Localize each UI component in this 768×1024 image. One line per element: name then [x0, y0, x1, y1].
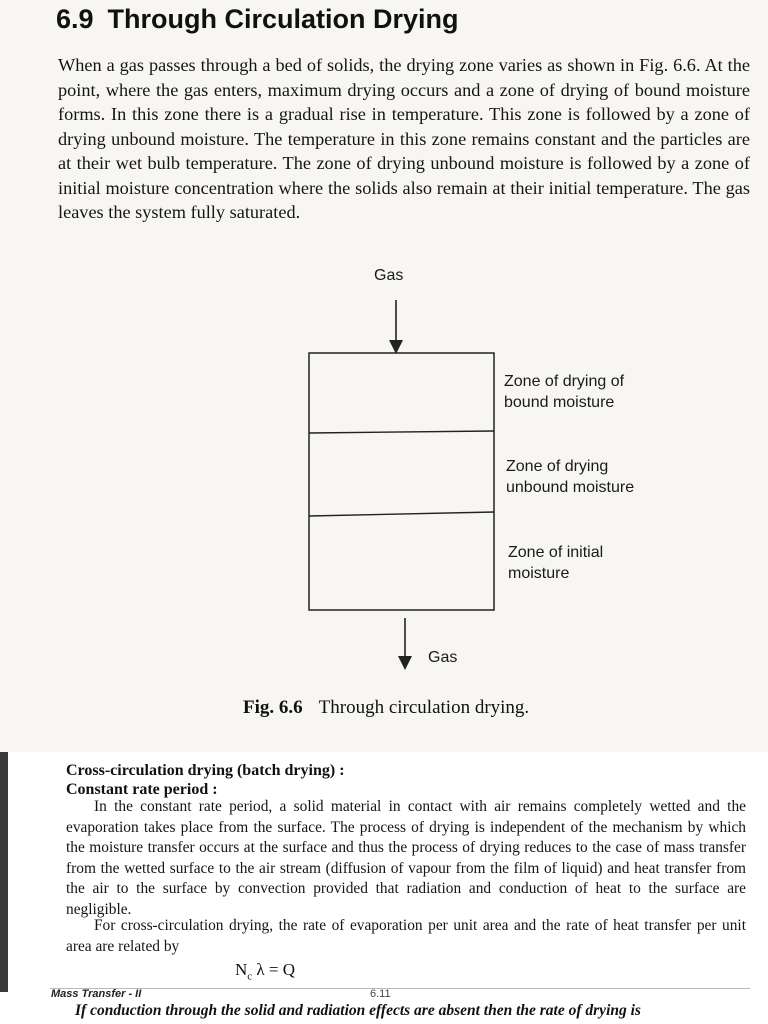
- constant-rate-heading: Constant rate period :: [66, 781, 218, 798]
- zone-divider-2: [309, 512, 494, 516]
- cross-circulation-heading: Cross-circulation drying (batch drying) :: [66, 762, 345, 779]
- page-edge-shadow: [0, 752, 8, 992]
- solids-bed: [309, 353, 494, 610]
- figure-caption-text: Through circulation drying.: [318, 697, 530, 718]
- continuation-line: If conduction through the solid and radiation effects are absent then the rate of drying is: [75, 1002, 641, 1019]
- gas-inlet-arrow-head: [389, 340, 403, 354]
- zone-divider-1: [309, 431, 494, 433]
- figure-number: Fig. 6.6: [243, 697, 303, 718]
- constant-rate-paragraph: In the constant rate period, a solid material in contact with air remains completely wetted and the evaporation takes place from the surface. The process of drying is independent of the mechanism by which the moisture transfer occurs at the surface and thus the process of drying reduces to the case of mass transfer from the wetted surface to the air stream (diffusion of vapour from the film of liquid) and heat transfer from the air to the surface by convection provided that radiation and conduction of heat to the surface are negligible.: [66, 798, 746, 918]
- drying-zone-diagram: [0, 250, 768, 680]
- figure-caption: [243, 697, 529, 719]
- equation: $N_c$ λ = Q: [235, 960, 296, 983]
- section-number: 6.9: [56, 4, 94, 34]
- zone-label-bound-moisture: Zone of drying of bound moisture: [504, 373, 625, 411]
- zone-label-unbound-moisture: Zone of drying unbound moisture: [506, 458, 635, 496]
- zone-label-initial-moisture: Zone of initial moisture: [508, 544, 604, 582]
- footer-divider: [50, 988, 750, 989]
- section-heading: [56, 4, 459, 35]
- gas-outlet-label: Gas: [428, 649, 458, 666]
- intro-paragraph: When a gas passes through a bed of solids, the drying zone varies as shown in Fig. 6.6. At the point, where the gas enters, maximum drying occurs and a zone of drying of bound moisture forms. In this zone there is a gradual rise in temperature. This zone is followed by a zone of drying unbound moisture. The temperature in this zone remains constant and the particles are at their wet bulb temperature. The zone of drying unbound moisture is followed by a zone of initial moisture concentration where the solids also remain at their initial temperature. The gas leaves the system fully saturated.: [58, 55, 750, 222]
- cross-circulation-paragraph: For cross-circulation drying, the rate of evaporation per unit area and the rate of heat transfer per unit area are related by: [66, 917, 746, 955]
- gas-outlet-arrow-head: [398, 656, 412, 670]
- footer-page-number: 6.11: [370, 988, 391, 1000]
- section-title: Through Circulation Drying: [107, 4, 459, 34]
- footer-book-title: Mass Transfer - II: [51, 988, 142, 1000]
- gas-inlet-label: Gas: [374, 267, 404, 284]
